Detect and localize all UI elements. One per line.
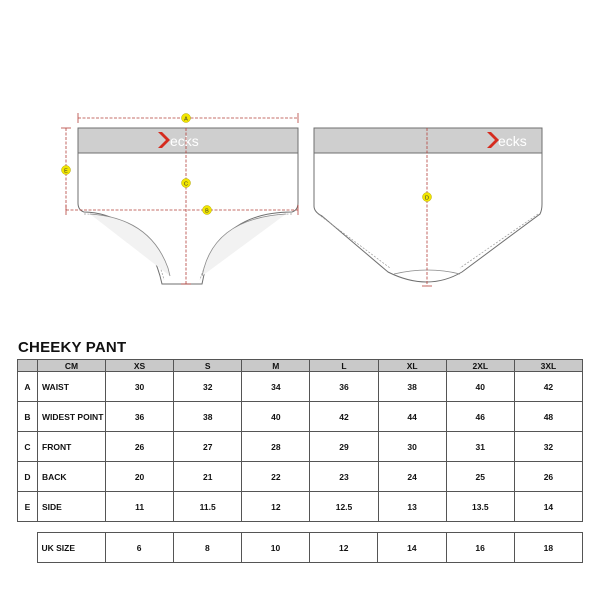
row-letter: A <box>18 372 38 402</box>
table-cell: 10 <box>241 533 309 563</box>
size-header: XS <box>106 360 174 372</box>
size-header: 3XL <box>514 360 582 372</box>
size-header: 2XL <box>446 360 514 372</box>
size-header: S <box>174 360 242 372</box>
table-cell: 14 <box>514 492 582 522</box>
svg-text:ecks: ecks <box>498 133 527 149</box>
size-header: L <box>310 360 378 372</box>
table-cell: 34 <box>242 372 310 402</box>
table-cell: 24 <box>378 462 446 492</box>
table-cell: 38 <box>378 372 446 402</box>
row-letter: B <box>18 402 38 432</box>
table-cell: 11.5 <box>174 492 242 522</box>
table-cell: 25 <box>446 462 514 492</box>
front-view <box>78 128 298 284</box>
table-cell: 23 <box>310 462 378 492</box>
uk-size-label: UK SIZE <box>37 533 105 563</box>
row-label: WAIST <box>38 372 106 402</box>
svg-text:B: B <box>205 208 209 215</box>
table-cell: 46 <box>446 402 514 432</box>
table-cell: 21 <box>174 462 242 492</box>
size-chart-table <box>17 359 583 522</box>
table-cell: 18 <box>514 533 582 563</box>
uk-size-row <box>17 533 583 563</box>
row-letter: C <box>18 432 38 462</box>
table-cell: 28 <box>242 432 310 462</box>
table-cell: 36 <box>310 372 378 402</box>
table-cell: 6 <box>105 533 173 563</box>
table-cell: 42 <box>514 372 582 402</box>
table-cell: 38 <box>174 402 242 432</box>
uk-spacer-cell <box>17 533 37 563</box>
size-header-row <box>18 360 583 372</box>
table-cell: 14 <box>378 533 446 563</box>
row-label: BACK <box>38 462 106 492</box>
table-cell: 44 <box>378 402 446 432</box>
table-cell: 26 <box>514 462 582 492</box>
table-row <box>18 402 583 432</box>
size-chart-title: CHEEKY PANT <box>18 339 127 356</box>
table-cell: 29 <box>310 432 378 462</box>
table-cell: 42 <box>310 402 378 432</box>
table-cell: 8 <box>173 533 241 563</box>
svg-text:ecks: ecks <box>170 133 199 149</box>
row-label: SIDE <box>38 492 106 522</box>
table-cell: 31 <box>446 432 514 462</box>
svg-text:C: C <box>184 181 188 188</box>
measure-a <box>78 113 298 123</box>
unit-header: CM <box>38 360 106 372</box>
svg-text:E: E <box>64 168 68 175</box>
size-header: XL <box>378 360 446 372</box>
table-cell: 40 <box>242 402 310 432</box>
table-cell: 48 <box>514 402 582 432</box>
table-cell: 30 <box>106 372 174 402</box>
table-row <box>18 372 583 402</box>
back-view <box>314 128 542 282</box>
table-cell: 22 <box>242 462 310 492</box>
table-cell: 12 <box>242 492 310 522</box>
table-cell: 36 <box>106 402 174 432</box>
row-label: FRONT <box>38 432 106 462</box>
row-label: WIDEST POINT <box>38 402 106 432</box>
table-cell: 27 <box>174 432 242 462</box>
table-cell: 16 <box>446 533 514 563</box>
table-cell: 26 <box>106 432 174 462</box>
svg-text:D: D <box>425 195 429 202</box>
table-cell: 12 <box>310 533 378 563</box>
measure-e <box>61 128 71 210</box>
table-cell: 40 <box>446 372 514 402</box>
table-cell: 12.5 <box>310 492 378 522</box>
table-cell: 13.5 <box>446 492 514 522</box>
table-cell: 30 <box>378 432 446 462</box>
back-body-outline <box>314 152 542 282</box>
size-header: M <box>242 360 310 372</box>
svg-text:A: A <box>184 116 188 123</box>
row-letter: E <box>18 492 38 522</box>
table-cell: 20 <box>106 462 174 492</box>
row-letter: D <box>18 462 38 492</box>
table-cell: 13 <box>378 492 446 522</box>
table-cell: 32 <box>174 372 242 402</box>
table-cell: 11 <box>106 492 174 522</box>
table-row <box>18 492 583 522</box>
table-cell: 32 <box>514 432 582 462</box>
uk-size-table <box>17 532 583 563</box>
table-row <box>18 462 583 492</box>
table-row <box>18 432 583 462</box>
header-letter-cell <box>18 360 38 372</box>
